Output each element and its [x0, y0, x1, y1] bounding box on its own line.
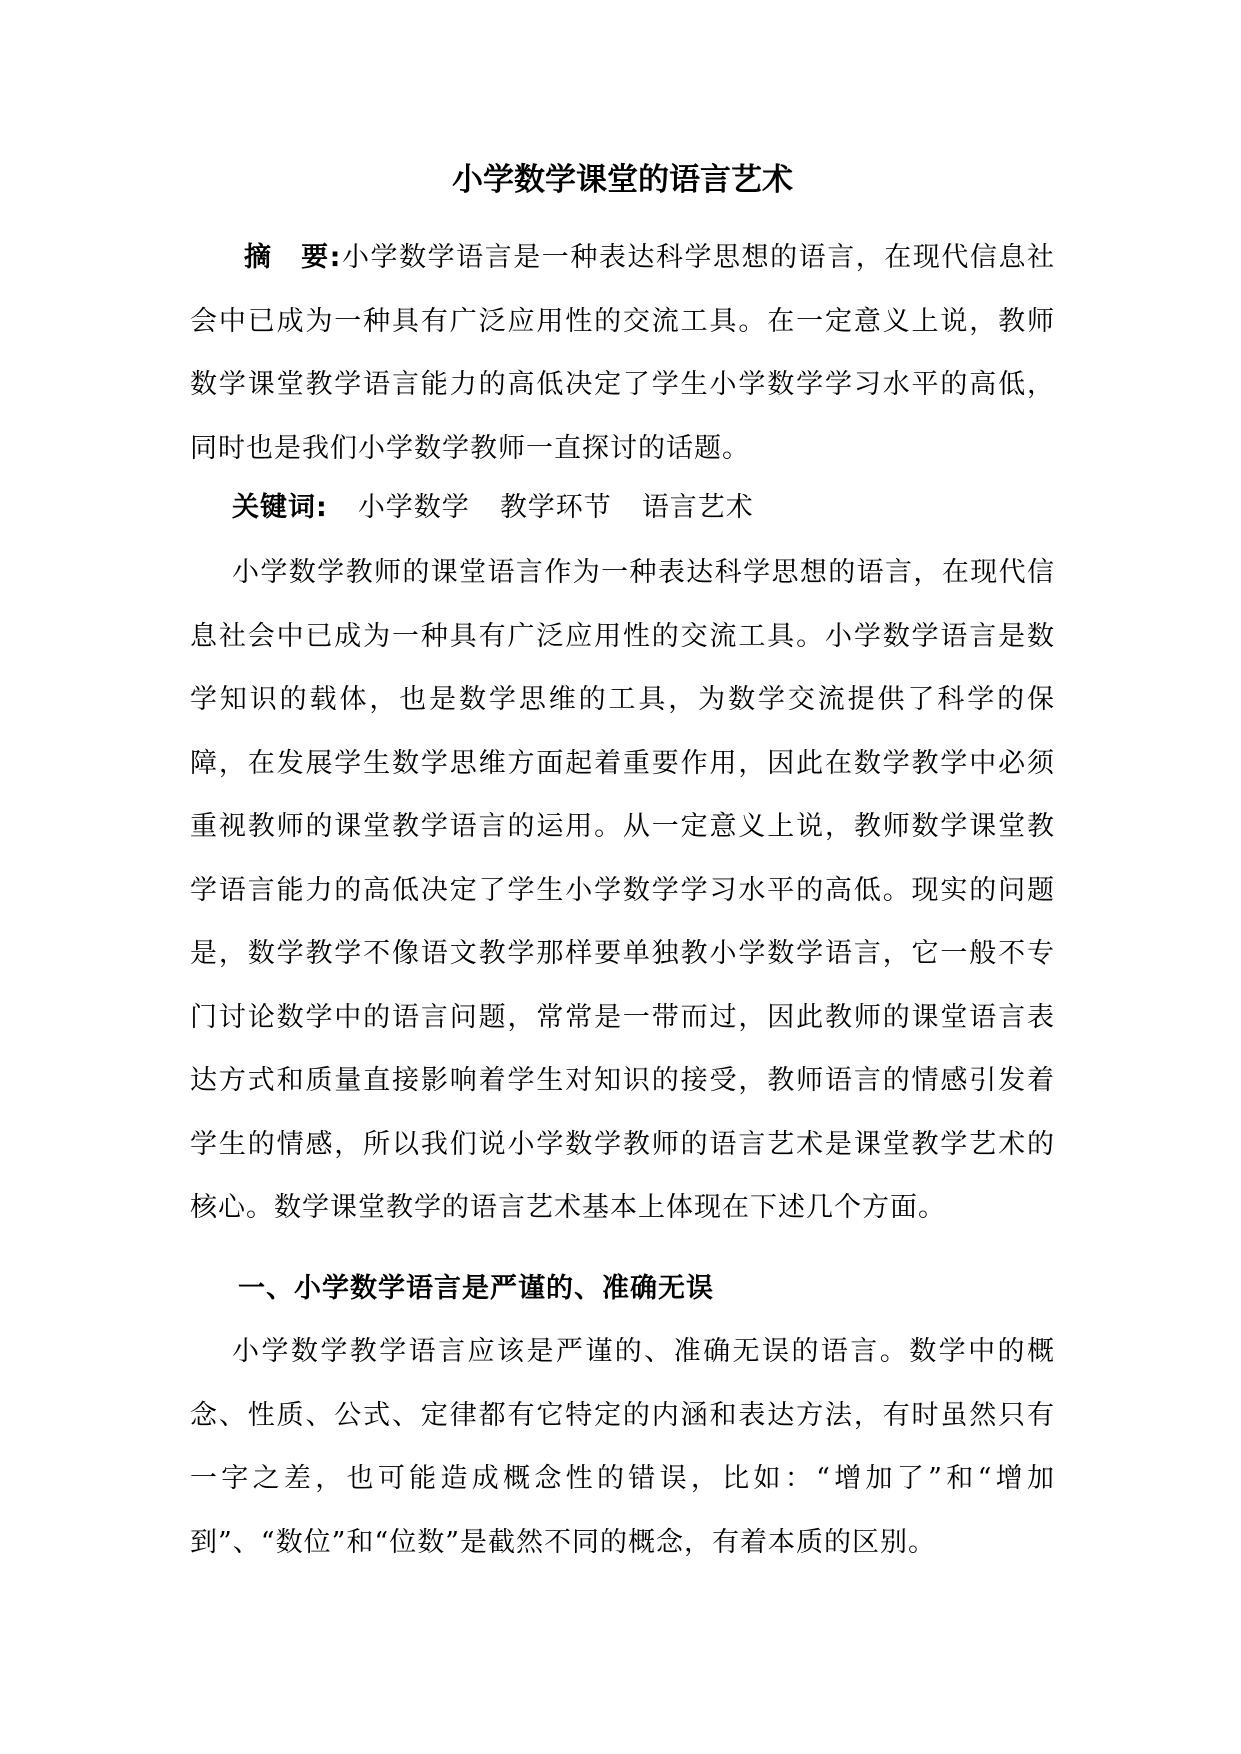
keywords-label: 关键词:: [232, 492, 328, 523]
abstract-text: 小学数学语言是一种表达科学思想的语言，在现代信息社会中已成为一种具有广泛应用性的交流工具。在一定意义上说，教师数学课堂教学语言能力的高低决定了学生小学数学学习水平的高低，同时也是我们小学数学教师一直探讨的话题。: [190, 242, 1055, 464]
keywords-line: [190, 476, 1055, 539]
section-paragraph: 小学数学教学语言应该是严谨的、准确无误的语言。数学中的概念、性质、公式、定律都有它特定的内涵和表达方法，有时虽然只有一字之差，也可能造成概念性的错误，比如：“增加了”和“增加到”、“数位”和“位数”是截然不同的概念，有着本质的区别。: [190, 1336, 1055, 1558]
keyword-item: 教学环节: [499, 492, 612, 523]
document-title: 小学数学课堂的语言艺术: [452, 162, 793, 198]
body-paragraph: 小学数学教师的课堂语言作为一种表达科学思想的语言，在现代信息社会中已成为一种具有广泛应用性的交流工具。小学数学语言是数学知识的载体，也是数学思维的工具，为数学交流提供了科学的保障，在发展学生数学思维方面起着重要作用，因此在数学教学中必须重视教师的课堂教学语言的运用。从一定意义上说，教师数学课堂教学语言能力的高低决定了学生小学数学学习水平的高低。现实的问题是，数学教学不像语文教学那样要单独教小学数学语言，它一般不专门讨论数学中的语言问题，常常是一带而过，因此教师的课堂语言表达方式和质量直接影响着学生对知识的接受，教师语言的情感引发着学生的情感，所以我们说小学数学教师的语言艺术是课堂教学艺术的核心。数学课堂教学的语言艺术基本上体现在下述几个方面。: [190, 557, 1055, 1223]
section-heading: 一、小学数学语言是严谨的、准确无误: [238, 1273, 714, 1304]
keyword-item: 语言艺术: [641, 492, 754, 523]
document-page: [190, 0, 1055, 1754]
abstract-label: 摘 要:: [244, 242, 342, 273]
keyword-item: 小学数学: [357, 492, 470, 523]
abstract-paragraph: [190, 226, 1055, 480]
